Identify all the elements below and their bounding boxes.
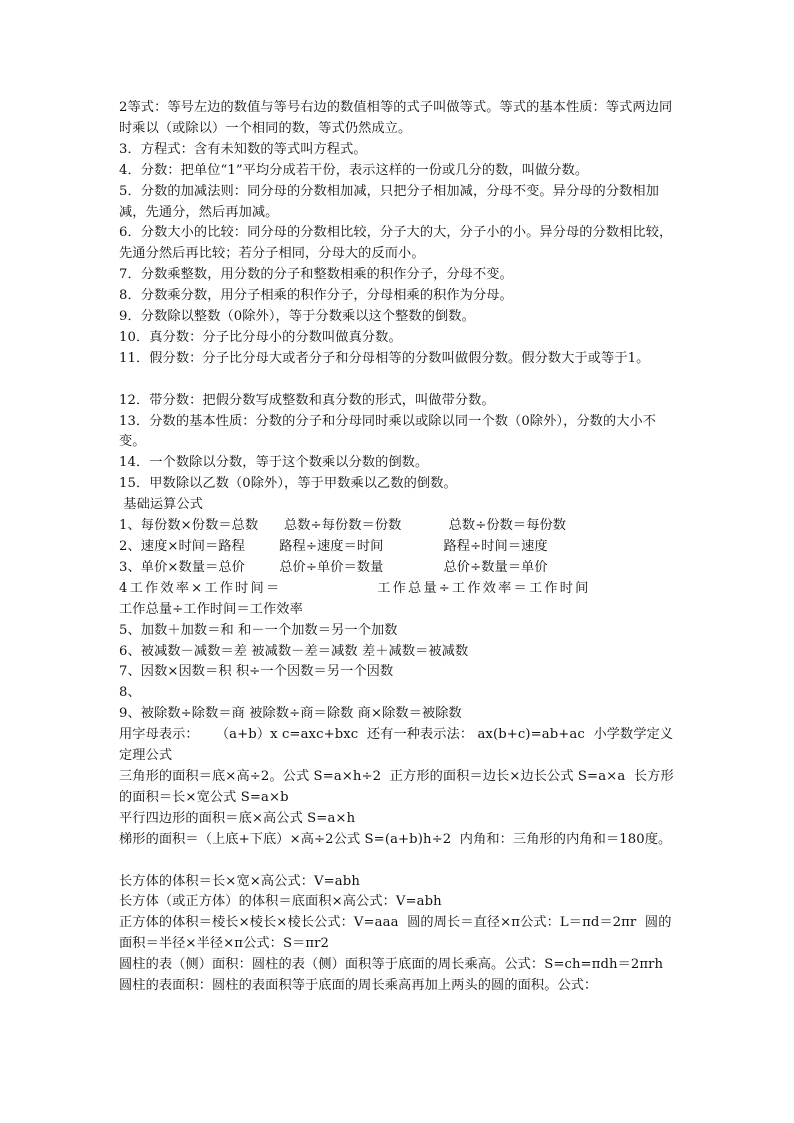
section-heading-basic-formulas: 基础运算公式 (119, 497, 204, 513)
paragraph-cuboid-cube-volume: 长方体（或正方体）的体积＝底面积×高公式：V=abh (119, 894, 442, 910)
document-body (119, 98, 679, 997)
formula-line-price: 3、单价×数量＝总价 总价÷单价＝数量 总价÷数量＝单价 (119, 559, 548, 575)
paragraph-parallelogram-area: 平行四边形的面积＝底×高公式 S=a×h (119, 810, 356, 826)
formula-line-subtraction: 6、被减数－减数＝差 被减数－差＝减数 差＋减数＝被减数 (119, 643, 469, 659)
formula-line-division: 9、被除数÷除数＝商 被除数÷商＝除数 商×除数＝被除数 (119, 706, 462, 722)
paragraph-letter-notation: 用字母表示： （a+b）x c=axc+bxc 还有一种表示法： ax(b+c)=ab+ac 小学数学定义定理公式 (119, 727, 674, 764)
paragraph-improper-fraction: 11．假分数：分子比分母大或者分子和分母相等的分数叫做假分数。假分数大于或等于1。 (119, 350, 650, 366)
paragraph-a-divide-b: 15．甲数除以乙数（0除外），等于甲数乘以乙数的倒数。 (119, 476, 457, 492)
paragraph-fraction-times-integer: 7．分数乘整数，用分数的分子和整数相乘的积作分子，分母不变。 (119, 267, 513, 283)
paragraph-fraction-definition: 4．分数：把单位“1”平均分成若干份，表示这样的一份或几分的数，叫做分数。 (119, 162, 589, 178)
formula-line-8: 8、 (119, 685, 141, 701)
formula-line-multiplication: 7、因数×因数＝积 积÷一个因数＝另一个因数 (119, 664, 394, 680)
paragraph-equation-definition: 2等式：等号左边的数值与等号右边的数值相等的式子叫做等式。等式的基本性质：等式两边同时乘以（或除以）一个相同的数，等式仍然成立。 (119, 100, 673, 136)
paragraph-trapezoid-area: 梯形的面积＝（上底+下底）×高÷2公式 S=(a+b)h÷2 内角和：三角形的内角和＝180度。 (119, 831, 672, 847)
formula-line-efficiency-2: 工作总量÷工作时间＝工作效率 (119, 601, 303, 617)
paragraph-divide-by-fraction: 14．一个数除以分数，等于这个数乘以分数的倒数。 (119, 455, 429, 471)
blank-line (119, 851, 679, 872)
paragraph-cylinder-lateral-area: 圆柱的表（侧）面积：圆柱的表（侧）面积等于底面的周长乘高。公式：S=ch=πdh＝2πrh (119, 957, 664, 973)
paragraph-cube-volume-circle: 正方体的体积＝棱长×棱长×棱长公式：V=aaa 圆的周长＝直径×π公式：L＝πd＝2πr 圆的面积＝半径×半径×π公式：S＝πr2 (119, 915, 672, 952)
formula-line-portion: 1、每份数×份数＝总数 总数÷每份数＝份数 总数÷份数＝每份数 (119, 518, 567, 534)
paragraph-cuboid-volume: 长方体的体积＝长×宽×高公式：V=abh (119, 873, 360, 889)
paragraph-triangle-square-rectangle-area: 三角形的面积＝底×高÷2。公式 S=a×h÷2 正方形的面积＝边长×边长公式 S=a×a 长方形的面积＝长×宽公式 S=a×b (119, 768, 674, 805)
blank-line (119, 370, 679, 391)
formula-line-addition: 5、加数＋加数＝和 和－一个加数＝另一个加数 (119, 622, 398, 638)
paragraph-mixed-number: 12．带分数：把假分数写成整数和真分数的形式，叫做带分数。 (119, 392, 495, 408)
paragraph-proper-fraction: 10．真分数：分子比分母小的分数叫做真分数。 (119, 329, 402, 345)
paragraph-fraction-times-fraction: 8．分数乘分数，用分子相乘的积作分子，分母相乘的积作为分母。 (119, 288, 513, 304)
paragraph-fraction-compare: 6．分数大小的比较：同分母的分数相比较，分子大的大，分子小的小。异分母的分数相比较，先通分然后再比较；若分子相同，分母大的反而小。 (119, 225, 673, 262)
paragraph-fraction-add-subtract: 5．分数的加减法则：同分母的分数相加减，只把分子相加减，分母不变。异分母的分数相加减，先通分，然后再加减。 (119, 183, 659, 220)
paragraph-equation-type: 3．方程式：含有未知数的等式叫方程式。 (119, 141, 367, 157)
formula-line-speed: 2、速度×时间＝路程 路程÷速度＝时间 路程÷时间＝速度 (119, 539, 548, 555)
paragraph-fraction-property: 13．分数的基本性质：分数的分子和分母同时乘以或除以同一个数（0除外），分数的大小不变。 (119, 413, 657, 450)
paragraph-cylinder-surface-area: 圆柱的表面积：圆柱的表面积等于底面的周长乘高再加上两头的圆的面积。公式： (119, 978, 598, 994)
formula-line-efficiency: 4工作效率×工作时间＝ 工作总量÷工作效率＝工作时间 (119, 580, 591, 596)
paragraph-fraction-divide-integer: 9．分数除以整数（0除外），等于分数乘以这个整数的倒数。 (119, 309, 475, 325)
